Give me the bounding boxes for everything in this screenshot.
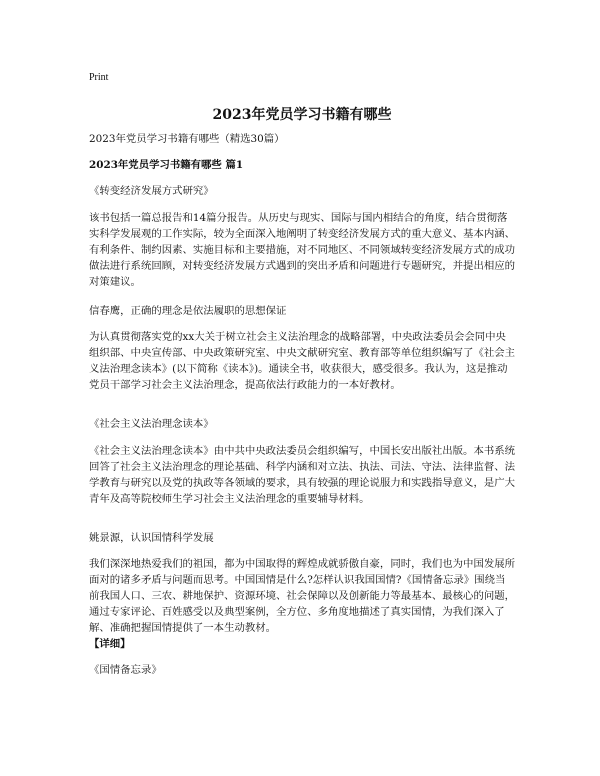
- print-label: Print: [89, 72, 109, 83]
- heading-yao-jingyuan: 姚景源，认识国情科学发展: [89, 532, 214, 544]
- paragraph-rule-of-law: 为认真贯彻落实党的xx大关于树立社会主义法治理念的战略部署，中央政法委员会会同中央组织部、中央宣传部、中央政策研究室、中央文献研究室、教育部等单位组织编写了《社会主义法治理念读本》(以下简称《读本》)。通读全书，收获很大，感受很多。我认为，这是推动党员干部学习社会主义法治理念，提高依法行政能力的一本好教材。: [89, 331, 516, 391]
- details-link[interactable]: 【详细】: [89, 638, 131, 650]
- paragraph-national-conditions: 我们深深地热爱我们的祖国，都为中国取得的辉煌成就骄傲自豪，同时，我们也为中国发展所面对的诸多矛盾与问题而思考。中国国情是什么?怎样认识我国国情?《国情备忘录》围绕当前我国人口、三农、耕地保护、资源环境、社会保障以及创新能力等最基本、最核心的问题，通过专家评论、百姓感受以及典型案例，全方位、多角度地描述了真实国情，为我们深入了解、准确把握国情提供了一本生动教材。: [89, 558, 516, 634]
- paragraph-economy: 该书包括一篇总报告和14篇分报告。从历史与现实、国际与国内相结合的角度，结合贯彻落实科学发展观的工作实际，较为全面深入地阐明了转变经济发展方式的重大意义、基本内涵、有利条件、制约因素、实施目标和主要措施，对不同地区、不同领域转变经济发展方式的成功做法进行系统回顾，对转变经济发展方式遇到的突出矛盾和问题进行专题研究，并提出相应的对策建议。: [89, 212, 516, 288]
- page-title: 2023年党员学习书籍有哪些: [212, 107, 392, 123]
- book-title-rule-of-law: 《社会主义法治理念读本》: [89, 418, 214, 430]
- paragraph-rule-of-law-book: 《社会主义法治理念读本》由中共中央政法委员会组织编写，中国长安出版社出版。本书系统回答了社会主义法治理念的理论基础、科学内涵和对立法、执法、司法、守法、法律监督、法学教育与研究以及党的执政等各领域的要求，具有较强的理论说服力和实践指导意义，是广大青年及高等院校师生学习社会主义法治理念的重要辅导材料。: [89, 445, 516, 505]
- heading-xin-chunying: 信春鹰，正确的理念是依法履职的思想保证: [89, 305, 287, 317]
- subtitle: 2023年党员学习书籍有哪些（精选30篇）: [89, 133, 285, 145]
- section-heading: 2023年党员学习书籍有哪些 篇1: [89, 159, 244, 171]
- book-title-economy: 《转变经济发展方式研究》: [89, 185, 214, 197]
- book-title-national-conditions: 《国情备忘录》: [89, 664, 162, 676]
